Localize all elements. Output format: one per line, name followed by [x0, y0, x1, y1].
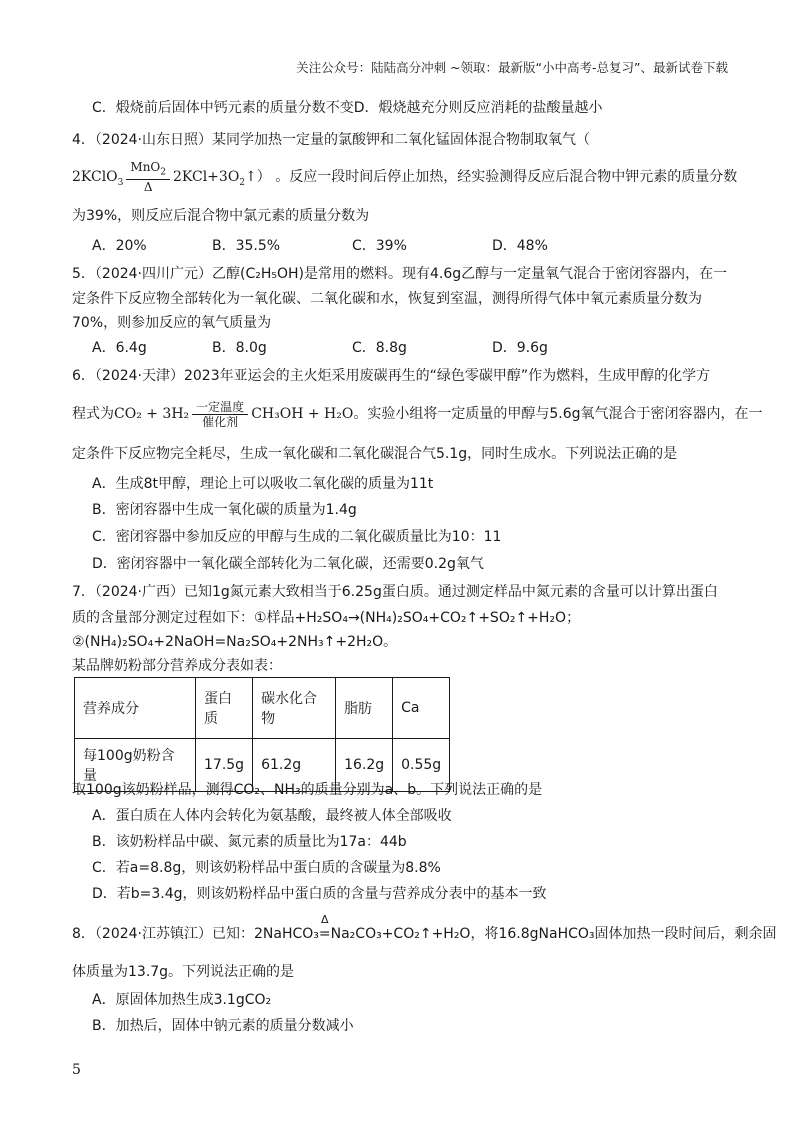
q6-option-a: A．生成8t甲醇，理论上可以吸收二氧化碳的质量为11t — [92, 476, 434, 492]
q6-equation: CO₂ + 3H₂ $\frac{\text{一定温度}}{\text{催化剂}}$ CH₃OH + H₂O — [114, 399, 354, 429]
q6-stem-line3: 定条件下反应物完全耗尽，生成一氧化碳和二氧化碳混合气5.1g，同时生成水。下列说法正确的是 — [72, 446, 678, 462]
q7-stem-line3: ②(NH₄)₂SO₄+2NaOH=Na₂SO₄+2NH₃↑+2H₂O。 — [72, 634, 398, 650]
q7-option-d: D．若b=3.4g，则该奶粉样品中蛋白质的含量与营养成分表中的基本一致 — [92, 886, 547, 902]
q8-heat-sign: Δ = — [318, 913, 331, 942]
q7-option-b: B．该奶粉样品中碳、氮元素的质量比为17a：44b — [92, 834, 407, 850]
table-header-cell: 营养成分 — [75, 678, 196, 739]
table-cell: 0.55g — [393, 739, 450, 792]
q4-option-b: B．35.5% — [212, 238, 281, 254]
q6-stem-line2: 程式为CO₂ + 3H₂ $\frac{\text{一定温度}}{\text{催化剂}}$ CH₃OH + H₂O。实验小组将一定质量的甲醇与5.6g氧气混合于密闭容器内，在一 — [72, 399, 763, 429]
q6-option-c: C．密闭容器中参加反应的甲醇与生成的二氧化碳质量比为10：11 — [92, 529, 502, 545]
q8-stem-line1: 8．（2024·江苏镇江）已知：2NaHCO₃ Δ =Na₂CO₃+CO₂↑+H₂O，将16.8gNaHCO₃固体加热一段时间后，剩余固 — [72, 913, 777, 942]
table-cell: 17.5g — [196, 739, 253, 792]
q6-option-d: D．密闭容器中一氧化碳全部转化为二氧化碳，还需要0.2g氧气 — [92, 556, 484, 572]
q7-option-a: A．蛋白质在人体内会转化为氨基酸，最终被人体全部吸收 — [92, 808, 452, 824]
page-number: 5 — [72, 1062, 81, 1078]
header-note: 关注公众号：陆陆高分冲刺 ~领取：最新版“小中高考-总复习”、最新试卷下载 — [296, 60, 728, 75]
nutrition-table — [74, 677, 450, 792]
q5-option-a: A．6.4g — [92, 340, 147, 356]
q7-stem-line1: 7．（2024·广西）已知1g氮元素大致相当于6.25g蛋白质。通过测定样品中氮元素的含量可以计算出蛋白 — [72, 584, 718, 600]
table-header-cell: 蛋白质 — [196, 678, 253, 739]
q6-stem-line1: 6．（2024·天津）2023年亚运会的主火炬采用废碳再生的“绿色零碳甲醇”作为燃料，生成甲醇的化学方 — [72, 368, 711, 384]
q4-stem-line1: 4．（2024·山东日照）某同学加热一定量的氯酸钾和二氧化锰固体混合物制取氧气（ — [72, 132, 590, 148]
table-header-cell: Ca — [393, 678, 450, 739]
q5-option-b: B．8.0g — [212, 340, 267, 356]
q4-stem-line3: 为39%，则反应后混合物中氯元素的质量分数为 — [72, 208, 370, 224]
q5-option-d: D．9.6g — [492, 340, 548, 356]
q7-stem-line2: 质的含量部分测定过程如下：①样品+H₂SO₄→(NH₄)₂SO₄+CO₂↑+SO₂↑+H₂O； — [72, 610, 581, 626]
table-header-cell: 碳水化合物 — [253, 678, 336, 739]
q4-stem-line2: 2KClO$_3$ $\frac{MnO_2}{\Delta}$ $2KCl+3O_2↑$） 。反应一段时间后停止加热，经实验测得反应后混合物中钾元素的质量分数 — [72, 160, 738, 195]
q5-option-c: C．8.8g — [352, 340, 407, 356]
q3-options-c-d: C．煅烧前后固体中钙元素的质量分数不变D．煅烧越充分则反应消耗的盐酸量越小 — [92, 100, 603, 116]
q8-stem-line2: 体质量为13.7g。下列说法正确的是 — [72, 964, 295, 980]
q5-stem-line3: 70%，则参加反应的氧气质量为 — [72, 315, 272, 331]
q4-option-d: D．48% — [492, 238, 548, 254]
q7-stem-line4: 某品牌奶粉部分营养成分表如表： — [72, 658, 282, 674]
q4-equation: 2KClO$_3$ $\frac{MnO_2}{\Delta}$ $2KCl+3O_2↑$） — [72, 160, 271, 195]
q5-stem-line2: 定条件下反应物全部转化为一氧化碳、二氧化碳和水，恢复到室温，测得所得气体中氧元素质量分数为 — [72, 291, 702, 307]
q7-stem-line5: 取100g该奶粉样品，测得CO₂、NH₃的质量分别为a、b。下列说法正确的是 — [72, 782, 543, 798]
table-cell: 每100g奶粉含量 — [75, 739, 196, 792]
q4-option-c: C．39% — [352, 238, 407, 254]
q8-option-a: A．原固体加热生成3.1gCO₂ — [92, 992, 272, 1008]
q8-option-b: B．加热后，固体中钠元素的质量分数减小 — [92, 1018, 354, 1034]
q5-stem-line1: 5．（2024·四川广元）乙醇(C₂H₅OH)是常用的燃料。现有4.6g乙醇与一定量氧气混合于密闭容器内，在一 — [72, 266, 728, 282]
q4-option-a: A．20% — [92, 238, 147, 254]
table-header-row — [75, 678, 450, 739]
q7-option-c: C．若a=8.8g，则该奶粉样品中蛋白质的含碳量为8.8% — [92, 860, 441, 876]
table-cell: 61.2g — [253, 739, 336, 792]
table-cell: 16.2g — [336, 739, 393, 792]
q6-option-b: B．密闭容器中生成一氧化碳的质量为1.4g — [92, 502, 357, 518]
table-header-cell: 脂肪 — [336, 678, 393, 739]
